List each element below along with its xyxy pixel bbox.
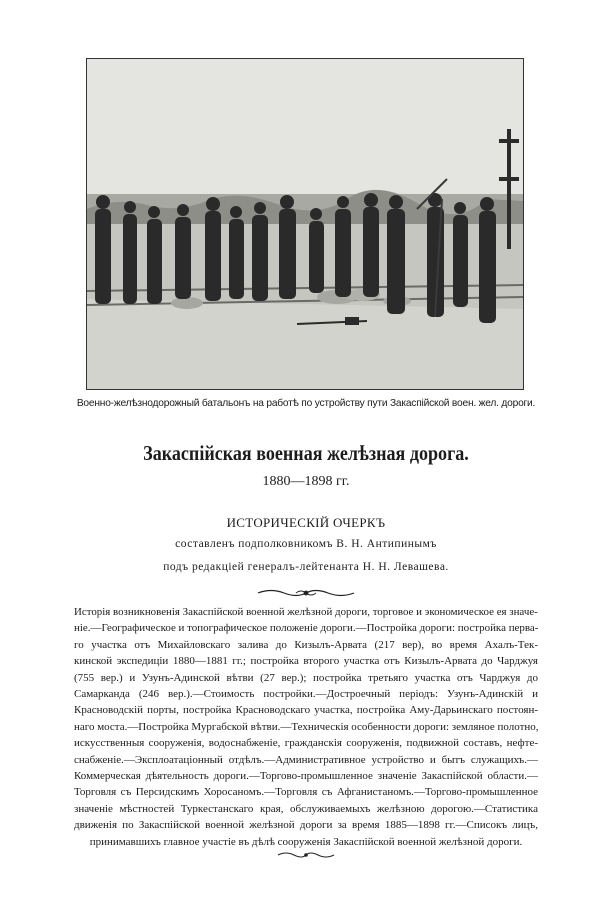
abstract-line: (755 вер.) и Узунъ-Адинской вѣтви (27 вер.); постройка третьяго участка отъ Чарджуя до xyxy=(74,671,538,684)
abstract-line: кинской экспедиціи 1880—1881 гг.; постройка второго участка отъ Кизылъ-Арвата до Чарджуя xyxy=(74,655,538,668)
abstract-line: Красноводскій порты, постройка Красноводскаго участка, постройка Аму-Дарьинскаго постоян- xyxy=(74,704,538,717)
abstract-line: Торговля съ Персидскимъ Хоросаномъ.—Торговля съ Афганистаномъ.—Торгово-промышленное xyxy=(74,786,538,799)
abstract-line: наго моста.—Постройка Мургабской вѣтви.—Техническія особенности дороги: земляное полотно, xyxy=(74,720,539,733)
ornament-divider-icon xyxy=(256,587,356,599)
photo-illustration xyxy=(87,59,523,389)
abstract-line: Исторія возникновенія Закаспійской военной желѣзной дороги, торговое и экономическое ея значе- xyxy=(74,606,538,618)
page-title: Закаспійская военная желѣзная дорога. xyxy=(143,441,469,465)
abstract-line: значеніе мѣстностей Туркестанскаго края, обслуживаемыхъ желѣзною дорогою.—Статистика xyxy=(74,802,538,815)
abstract-line: принимавшихъ главное участіе въ дѣлѣ сооруженія Закаспійской военной желѣзной дороги. xyxy=(89,835,523,848)
photo-caption: Военно-желѣзнодорожный батальонъ на работѣ по устройству пути Закаспійской воен. жел. дороги. xyxy=(76,398,536,409)
railway-battalion-photo xyxy=(86,58,524,390)
date-range: 1880—1898 гг. xyxy=(262,474,350,489)
compiled-by-line: составленъ подполковникомъ В. Н. Антипинымъ xyxy=(175,538,437,550)
contents-abstract xyxy=(74,604,538,850)
edited-by-line: подъ редакціей генералъ-лейтенанта Н. Н. Левашева. xyxy=(163,561,449,573)
abstract-line: искусственныя сооруженія, водоснабженіе, гражданскія сооруженія, подвижной составъ, нефте- xyxy=(74,737,538,750)
abstract-line: движенія по Закаспійской военной желѣзной дороги за время 1885—1898 гг.—Списокъ лицъ, xyxy=(74,819,538,832)
abstract-line: ніе.—Географическое и топографическое положеніе дороги.—Постройка дороги: постройка перва- xyxy=(74,622,539,635)
abstract-line: снабженіе.—Эксплоатаціонный отдѣлъ.—Административное устройство и бытъ служащихъ.— xyxy=(74,753,538,766)
abstract-line: Самарканда (246 вер.).—Стоимость постройки.—Достроечный періодъ: Узунъ-Адинскій и xyxy=(74,688,538,701)
ornament-flourish-icon xyxy=(276,850,336,860)
abstract-line: Коммерческая дѣятельность дороги.—Торгово-промышленное значеніе Закаспійской области.— xyxy=(74,770,538,783)
essay-heading: ИСТОРИЧЕСКІЙ ОЧЕРКЪ xyxy=(226,515,386,530)
abstract-line: го участка отъ Михайловскаго залива до Кизылъ-Арвата (217 вер), во время Ахалъ-Тек- xyxy=(74,638,538,651)
